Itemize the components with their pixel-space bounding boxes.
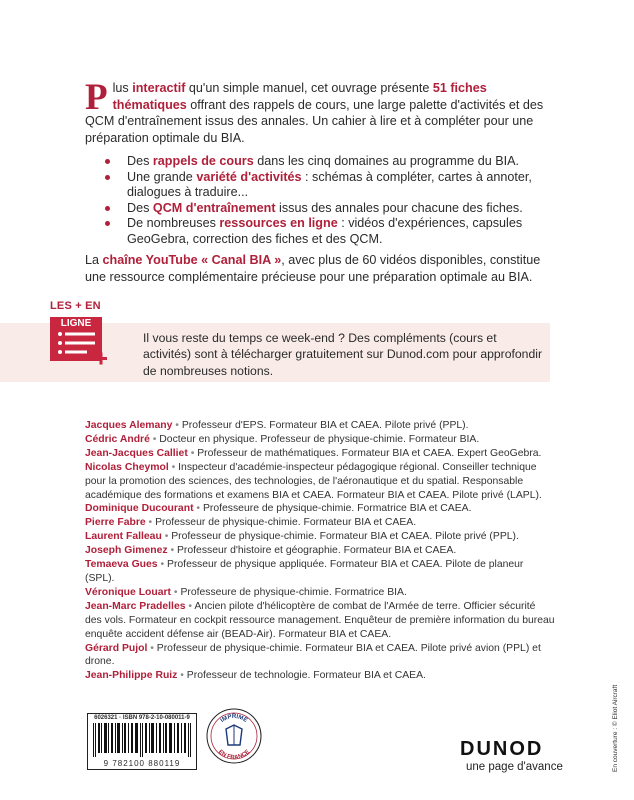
author-name: Véronique Louart — [85, 586, 172, 598]
author-name: Nicolas Cheymol — [85, 461, 169, 473]
youtube-paragraph — [85, 252, 560, 285]
feature-highlight: rappels de cours — [152, 154, 254, 168]
author-name: Temaeva Gues — [85, 559, 158, 571]
feature-item — [105, 216, 555, 246]
feature-item — [105, 170, 555, 200]
barcode — [87, 713, 197, 770]
author-separator: • — [160, 559, 165, 571]
author-description: Professeur de physique-chimie. Formateur BIA et CAEA. — [155, 517, 417, 529]
online-badge-box-label: LIGNE — [60, 318, 92, 329]
author-entry — [85, 530, 555, 544]
author-name: Jacques Alemany — [85, 420, 173, 431]
intro-text: offrant des rappels de cours, une large palette d'activités et des QCM d'entraînement issus des annales. Un cahier à lire et à compléter pour une préparation optimale du BIA. — [85, 97, 544, 145]
isbn-label: 6026321 · ISBN 978-2-10-080011-9 — [94, 715, 190, 721]
feature-item — [105, 201, 555, 216]
author-entry — [85, 586, 555, 600]
author-name: Laurent Falleau — [85, 531, 162, 543]
author-entry — [85, 419, 555, 433]
feature-text: : schémas à compléter, cartes à annoter, dialogues à traduire... — [127, 169, 532, 199]
author-separator: • — [150, 642, 154, 654]
author-name: Joseph Gimenez — [85, 545, 168, 557]
author-entry — [85, 558, 555, 586]
author-description: Professeur de physique-chimie. Formateur BIA et CAEA. Pilote privé (PPL). — [171, 531, 519, 543]
author-entry — [85, 502, 555, 516]
printed-in-france-seal-icon — [205, 705, 263, 767]
online-badge — [50, 300, 110, 370]
drop-cap: P — [85, 77, 108, 118]
feature-text: issus des annales pour chacune des fiches. — [275, 200, 523, 215]
feature-text: Des — [127, 200, 153, 215]
seal-top-text: IMPRIMÉ — [219, 714, 249, 724]
author-separator: • — [171, 461, 176, 473]
author-description: Professeur de physique-chimie. Formateur BIA et CAEA. Pilote privé avion (PPL) et drone. — [85, 642, 541, 668]
author-name: Pierre Fabre — [85, 517, 146, 529]
author-description: Professeure de physique-chimie. Formatrice BIA. — [180, 586, 407, 598]
author-description: Professeur d'histoire et géographie. Formateur BIA et CAEA. — [177, 545, 457, 557]
feature-text: Une grande — [127, 169, 197, 184]
author-separator: • — [188, 600, 193, 612]
author-description: Docteur en physique. Professeur de physique-chimie. Formateur BIA. — [159, 433, 480, 445]
feature-text: Des — [127, 154, 153, 168]
author-entry — [85, 447, 555, 461]
author-entry — [85, 642, 555, 670]
author-description: Professeure de physique-chimie. Formatrice BIA et CAEA. — [202, 503, 472, 515]
online-list-icon — [50, 313, 112, 371]
authors-list — [85, 419, 555, 683]
author-entry — [85, 600, 555, 642]
feature-highlight: variété d'activités — [196, 169, 302, 184]
author-name: Dominique Ducourant — [85, 503, 194, 515]
author-description: Professeur de technologie. Formateur BIA et CAEA. — [186, 670, 426, 682]
feature-text: De nombreuses — [127, 216, 220, 231]
intro-highlight: 51 fiches thématiques — [112, 81, 487, 112]
author-separator: • — [173, 586, 178, 598]
author-name: Jean-Marc Pradelles — [85, 600, 186, 612]
author-separator: • — [170, 545, 175, 557]
author-entry — [85, 433, 555, 447]
author-separator: • — [180, 670, 184, 682]
youtube-channel-name: chaîne YouTube « Canal BIA » — [102, 253, 282, 267]
author-separator: • — [196, 503, 201, 515]
author-separator: • — [175, 420, 179, 431]
author-separator: • — [164, 531, 169, 543]
online-badge-top-label: LES + EN — [50, 300, 101, 312]
feature-highlight: QCM d'entraînement — [152, 200, 276, 215]
barcode-bars-icon — [91, 723, 193, 757]
youtube-text: , avec plus de 60 vidéos disponibles, constitue une ressource complémentaire précieuse pour une préparation optimale au BIA. — [85, 253, 541, 284]
author-entry — [85, 669, 555, 683]
author-entry — [85, 544, 555, 558]
author-description: Professeur de mathématiques. Formateur BIA et CAEA. Expert GeoGebra. — [197, 447, 542, 459]
author-description: Professeur d'EPS. Formateur BIA et CAEA. Pilote privé (PPL). — [181, 420, 469, 431]
feature-item — [105, 154, 555, 169]
intro-text: qu'un simple manuel, cet ouvrage présente — [185, 81, 433, 95]
barcode-digits: 9 782100 880119 — [103, 759, 181, 768]
author-description: Professeur de physique appliquée. Formateur BIA et CAEA. Pilote de planeur (SPL). — [85, 559, 524, 584]
author-entry — [85, 516, 555, 530]
intro-text: lus — [112, 81, 133, 95]
author-name: Cédric André — [85, 433, 150, 445]
author-separator: • — [148, 517, 153, 529]
author-description: Inspecteur d'académie-inspecteur pédagogique régional. Conseiller technique pour la promotion des sciences, des technologies, de l'aéronautique et du spatial. Responsable académique des formations et examens BIA et CAEA. Formateur BIA et CAEA. Pilote privé (LAPL). — [85, 461, 542, 501]
author-separator: • — [190, 447, 195, 459]
author-name: Gérard Pujol — [85, 642, 148, 654]
intro-highlight: interactif — [132, 81, 186, 95]
feature-text: : vidéos d'expériences, capsules GeoGebra, correction des fiches et des QCM. — [127, 216, 523, 246]
author-name: Jean-Jacques Calliet — [85, 447, 188, 459]
cover-credit: En couverture : © Eliot Aircraft — [612, 684, 619, 772]
author-separator: • — [152, 433, 157, 445]
online-resources-text: Il vous reste du temps ce week-end ? Des compléments (cours et activités) sont à télécharger gratuitement sur Dunod.com pour approfondir de nombreuses notions. — [143, 331, 543, 378]
publisher-logo: DUNOD — [460, 738, 544, 760]
youtube-text: La — [85, 253, 103, 267]
feature-highlight: ressources en ligne — [219, 216, 338, 231]
feature-text: dans les cinq domaines au programme du BIA. — [253, 154, 520, 168]
author-description: Ancien pilote d'hélicoptère de combat de l'Armée de terre. Officier sécurité des vols. Formateur en cockpit ressource management. Enquêteur de première information du bureau enquête accident défense air (BEAD-Air). Formateur BIA et CAEA. — [85, 600, 555, 640]
feature-list — [105, 154, 555, 247]
author-name: Jean-Philippe Ruiz — [85, 670, 178, 682]
intro-paragraph — [85, 77, 555, 146]
author-entry — [85, 461, 555, 503]
seal-bottom-text: EN FRANCE — [216, 749, 252, 762]
publisher-tagline: une page d'avance — [466, 761, 563, 773]
